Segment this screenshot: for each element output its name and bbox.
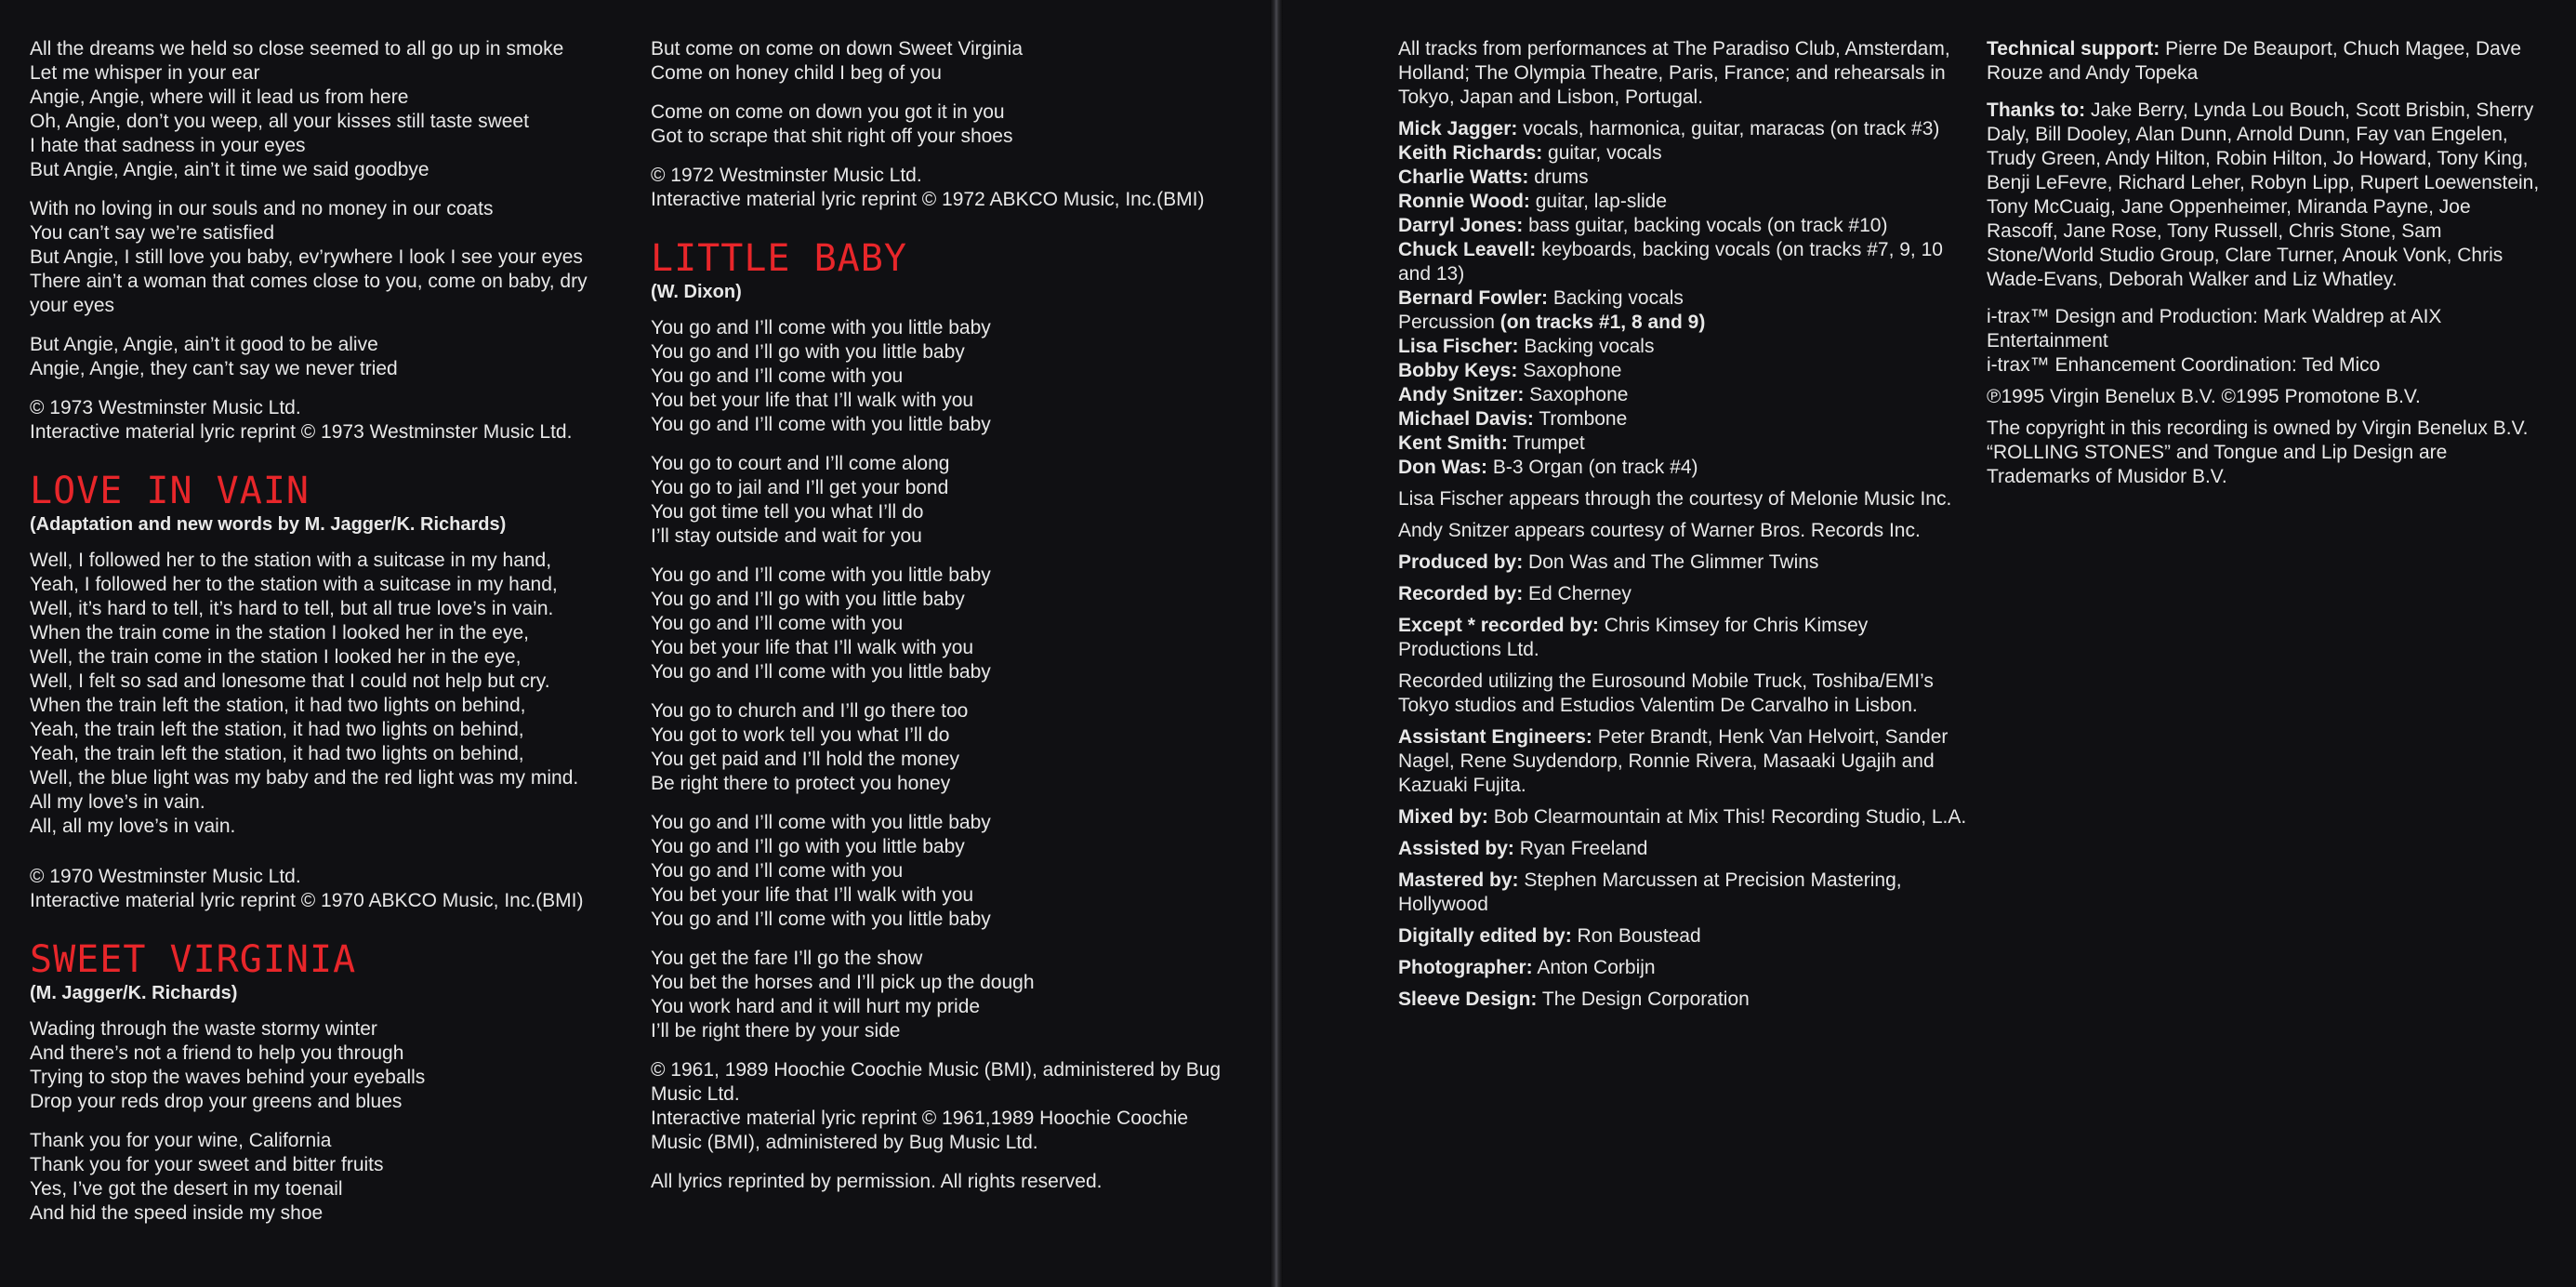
lyric-line: Angie, Angie, where will it lead us from here xyxy=(30,86,409,108)
lyric-line: Wading through the waste stormy winter xyxy=(30,1018,377,1040)
thanks-to xyxy=(1987,99,2544,292)
personnel-role: Backing vocals xyxy=(1518,336,1655,357)
lyric-line: Well, the train come in the station I looked her in the eye, xyxy=(30,646,522,668)
lyric-line: You go and I’ll come with you xyxy=(651,613,904,634)
credits-column xyxy=(1398,37,1975,1019)
personnel-row xyxy=(1398,190,1975,214)
personnel-name: Chuck Leavell: xyxy=(1398,239,1537,260)
credit-value: Don Was and The Glimmer Twins xyxy=(1523,551,1819,573)
trademark-notice: The copyright in this recording is owned by Virgin Benelux B.V. “ROLLING STONES” and Tongue and Lip Design are Trademarks of Musidor B.V. xyxy=(1987,418,2529,487)
lyric-line: Oh, Angie, don’t you weep, all your kisses still taste sweet xyxy=(30,111,529,132)
lyric-line: You bet your life that I’ll walk with you xyxy=(651,884,974,906)
lyric-line: Yeah, the train left the station, it had two lights on behind, xyxy=(30,719,524,740)
lyric-line: Angie, Angie, they can’t say we never tried xyxy=(30,358,398,379)
love-in-vain-lyrics xyxy=(30,549,625,839)
credit-label: Digitally edited by: xyxy=(1398,925,1572,947)
lyric-line: But Angie, Angie, ain’t it good to be alive xyxy=(30,334,378,355)
thanks-column xyxy=(1987,37,2544,497)
phonographic-copyright: ℗1995 Virgin Benelux B.V. ©1995 Promotone B.V. xyxy=(1987,386,2421,407)
copyright-line: © 1961, 1989 Hoochie Coochie Music (BMI), administered by Bug xyxy=(651,1059,1222,1081)
credit-label: Sleeve Design: xyxy=(1398,988,1538,1010)
personnel-name: Bernard Fowler: xyxy=(1398,287,1549,309)
booklet-fold xyxy=(1270,0,1283,1287)
lyric-line: You go and I’ll come with you little baby xyxy=(651,414,991,435)
lyric-line: You work hard and it will hurt my pride xyxy=(651,996,981,1017)
lyric-line: You go to jail and I’ll get your bond xyxy=(651,477,949,498)
angie-stanza xyxy=(30,333,625,381)
lyric-line: Got to scrape that shit right off your shoes xyxy=(651,126,1013,147)
personnel-row xyxy=(1398,141,1975,166)
credit-label: Mastered by: xyxy=(1398,869,1519,891)
lyric-line: Thank you for your wine, California xyxy=(30,1130,332,1151)
lyric-line: You go to church and I’ll go there too xyxy=(651,700,969,722)
personnel-name: Don Was: xyxy=(1398,457,1488,478)
lyric-line: You bet your life that I’ll walk with you xyxy=(651,637,974,658)
personnel-name: Lisa Fischer: xyxy=(1398,336,1519,357)
personnel-row xyxy=(1398,117,1975,141)
little-baby-stanza xyxy=(651,564,1246,684)
lyric-line: I hate that sadness in your eyes xyxy=(30,135,306,156)
personnel-row xyxy=(1398,335,1975,359)
courtesy-note: Andy Snitzer appears courtesy of Warner Bros. Records Inc. xyxy=(1398,520,1921,541)
personnel-role: Saxophone xyxy=(1524,384,1629,405)
credit-label: Produced by: xyxy=(1398,551,1524,573)
lyric-line: Thank you for your sweet and bitter fruits xyxy=(30,1154,384,1175)
song-title-sweet-virginia: SWEET VIRGINIA xyxy=(30,938,357,981)
credit-label: Except * recorded by: xyxy=(1398,615,1599,636)
copyright-line: © 1973 Westminster Music Ltd. xyxy=(30,397,301,418)
sweet-virginia-stanza xyxy=(651,37,1246,86)
lyric-line: Come on honey child I beg of you xyxy=(651,62,942,84)
credit-label: Assistant Engineers: xyxy=(1398,726,1592,748)
lyric-line: You go and I’ll come with you little baby xyxy=(651,661,991,683)
lyric-line: You go and I’ll go with you little baby xyxy=(651,836,965,857)
lyric-line: Trying to stop the waves behind your eyeballs xyxy=(30,1067,426,1088)
credit-value: Bob Clearmountain at Mix This! Recording Studio, L.A. xyxy=(1487,806,1967,828)
personnel-name: Mick Jagger: xyxy=(1398,118,1518,139)
little-baby-stanza xyxy=(651,811,1246,932)
personnel-name: Darryl Jones: xyxy=(1398,215,1524,236)
credit-value: Pierre De Beauport, Chuch Magee, Dave Rouze and Andy Topeka xyxy=(1987,38,2522,84)
lyric-line: With no loving in our souls and no money in our coats xyxy=(30,198,494,219)
song-credit: (Adaptation and new words by M. Jagger/K. Richards) xyxy=(30,514,507,535)
lyric-line: You go to court and I’ll come along xyxy=(651,453,950,474)
credit-value: Chris Kimsey for Chris Kimsey Productions Ltd. xyxy=(1398,615,1869,660)
personnel-row xyxy=(1398,214,1975,238)
little-baby-stanza xyxy=(651,947,1246,1043)
lyric-line: Yes, I’ve got the desert in my toenail xyxy=(30,1178,343,1200)
lyric-line: All my love’s in vain. xyxy=(30,791,205,813)
lyric-line: I’ll be right there by your side xyxy=(651,1020,901,1042)
lyric-line: Drop your reds drop your greens and blues xyxy=(30,1091,403,1112)
credit-value: Jake Berry, Lynda Lou Bouch, Scott Brisbin, Sherry Daly, Bill Dooley, Alan Dunn, Arnold Dunn, Fay van Engelen, Trudy Green, Andy Hilton, Robin Hilton, Jo Howard, Tony King, Benji LeFevre, Richard Leher, Robyn Lipp, Rupert Loewenstein, Tony McCuaig, Jane Oppenheimer, Miranda Payne, Joe Rascoff, Jane Rose, Tony Russell, Chris Stone, Sam Stone/World Studio Group, Clare Turner, Anouk Vonk, Chris Wade-Evans, Deborah Walker and Liz Whatley. xyxy=(1987,100,2540,290)
personnel-name: Ronnie Wood: xyxy=(1398,191,1530,212)
personnel-name: Michael Davis: xyxy=(1398,408,1534,430)
lyric-line: And hid the speed inside my shoe xyxy=(30,1202,324,1224)
copyright-line: © 1972 Westminster Music Ltd. xyxy=(651,165,922,186)
lyric-line: You go and I’ll come with you little baby xyxy=(651,812,991,833)
credit-label: Recorded by: xyxy=(1398,583,1524,604)
copyright-line: Music Ltd. xyxy=(651,1083,740,1105)
credit-item xyxy=(1398,869,1975,917)
credit-item xyxy=(1398,837,1975,861)
permission-note: All lyrics reprinted by permission. All rights reserved. xyxy=(651,1171,1103,1192)
lyric-line: Yeah, I followed her to the station with a suitcase in my hand, xyxy=(30,574,558,595)
lyric-line: You go and I’ll go with you little baby xyxy=(651,589,965,610)
credit-value: Ron Boustead xyxy=(1571,925,1701,947)
lyric-line: All the dreams we held so close seemed to all go up in smoke xyxy=(30,38,564,60)
credit-item xyxy=(1398,614,1975,662)
lyric-line: You go and I’ll come with you xyxy=(651,860,904,882)
personnel-row xyxy=(1398,383,1975,407)
personnel-row xyxy=(1398,166,1975,190)
personnel-name: Keith Richards: xyxy=(1398,142,1543,164)
credit-item xyxy=(1398,551,1975,575)
little-baby-copyright xyxy=(651,1058,1246,1155)
personnel-row xyxy=(1398,431,1975,456)
credit-label: Mixed by: xyxy=(1398,806,1488,828)
lyric-line: Yeah, the train left the station, it had two lights on behind, xyxy=(30,743,524,764)
lyric-line: You bet the horses and I’ll pick up the dough xyxy=(651,972,1035,993)
copyright-line: © 1970 Westminster Music Ltd. xyxy=(30,866,301,887)
credit-label: Thanks to: xyxy=(1987,100,2086,121)
sweet-virginia-stanza xyxy=(30,1017,625,1114)
angie-stanza xyxy=(30,37,625,182)
tracks-info: All tracks from performances at The Paradiso Club, Amsterdam, Holland; The Olympia Theatre, Paris, France; and rehearsals in Tokyo, Japan and Lisbon, Portugal. xyxy=(1398,38,1950,108)
credit-item xyxy=(1398,805,1975,829)
lyric-line: You go and I’ll come with you xyxy=(651,365,904,387)
credit-item xyxy=(1398,725,1975,798)
personnel-row xyxy=(1398,456,1975,480)
copyright-line: Interactive material lyric reprint © 1961,1989 Hoochie Coochie xyxy=(651,1108,1189,1129)
personnel-row xyxy=(1398,286,1975,311)
angie-stanza xyxy=(30,197,625,318)
little-baby-stanza xyxy=(651,452,1246,549)
credit-value: Ed Cherney xyxy=(1523,583,1631,604)
lyric-line: I’ll stay outside and wait for you xyxy=(651,525,922,547)
lyric-line: Well, the blue light was my baby and the red light was my mind. xyxy=(30,767,579,789)
personnel-role: B-3 Organ (on track #4) xyxy=(1487,457,1698,478)
lyric-line: But Angie, I still love you baby, ev’rywhere I look I see your eyes xyxy=(30,246,583,268)
technical-support xyxy=(1987,37,2544,86)
personnel-row xyxy=(1398,359,1975,383)
personnel-role: drums xyxy=(1528,166,1589,188)
lyric-line: You get the fare I’ll go the show xyxy=(651,948,923,969)
lyric-line: But come on come on down Sweet Virginia xyxy=(651,38,1024,60)
credit-item xyxy=(1398,670,1975,718)
personnel-list xyxy=(1398,117,1975,480)
personnel-name: Kent Smith: xyxy=(1398,432,1508,454)
credit-value: Stephen Marcussen at Precision Mastering, Hollywood xyxy=(1398,869,1902,915)
lyric-line: You go and I’ll come with you little baby xyxy=(651,909,991,930)
copyright-line: Interactive material lyric reprint © 1970 ABKCO Music, Inc.(BMI) xyxy=(30,890,584,911)
sweet-virginia-copyright xyxy=(651,164,1246,212)
little-baby-stanza xyxy=(651,699,1246,796)
lyric-line: You go and I’ll go with you little baby xyxy=(651,341,965,363)
lyric-line: Well, it’s hard to tell, it’s hard to tell, but all true love’s in vain. xyxy=(30,598,554,619)
lyric-line: But Angie, Angie, ain’t it time we said goodbye xyxy=(30,159,429,180)
personnel-row xyxy=(1398,238,1975,286)
lyric-line: You go and I’ll come with you little baby xyxy=(651,317,991,338)
personnel-name: Charlie Watts: xyxy=(1398,166,1529,188)
personnel-role: (on tracks #1, 8 and 9) xyxy=(1494,312,1706,333)
lyric-line: Come on come on down you got it in you xyxy=(651,101,1005,123)
itrax-credit: i-trax™ Design and Production: Mark Waldrep at AIX Entertainment xyxy=(1987,306,2442,352)
copyright-line: Music (BMI), administered by Bug Music Ltd. xyxy=(651,1132,1038,1153)
lyric-line: All, all my love’s in vain. xyxy=(30,816,236,837)
credit-value: The Design Corporation xyxy=(1537,988,1750,1010)
personnel-role: vocals, harmonica, guitar, maracas (on track #3) xyxy=(1517,118,1940,139)
credit-label: Photographer: xyxy=(1398,957,1533,978)
angie-copyright xyxy=(30,396,625,444)
personnel-name: Bobby Keys: xyxy=(1398,360,1518,381)
courtesy-note: Lisa Fischer appears through the courtesy of Melonie Music Inc. xyxy=(1398,488,1952,510)
lyric-line: your eyes xyxy=(30,295,115,316)
copyright-line: Interactive material lyric reprint © 1972 ABKCO Music, Inc.(BMI) xyxy=(651,189,1205,210)
copyright-line: Interactive material lyric reprint © 1973 Westminster Music Ltd. xyxy=(30,421,573,443)
sweet-virginia-stanza xyxy=(30,1129,625,1226)
personnel-row xyxy=(1398,311,1975,335)
lyric-line: Be right there to protect you honey xyxy=(651,773,951,794)
credit-value: Ryan Freeland xyxy=(1513,838,1648,859)
itrax-coordination: i-trax™ Enhancement Coordination: Ted Mico xyxy=(1987,354,2381,376)
lyrics-column-2 xyxy=(651,37,1246,1194)
song-credit: (M. Jagger/K. Richards) xyxy=(30,983,238,1003)
personnel-role: guitar, vocals xyxy=(1542,142,1662,164)
lyric-line: You go and I’ll come with you little baby xyxy=(651,564,991,586)
credit-value: Peter Brandt, Henk Van Helvoirt, Sander Nagel, Rene Suydendorp, Ronnie Rivera, Masaaki Ugajih and Kazuaki Fujita. xyxy=(1398,726,1949,796)
lyric-line: You get paid and I’ll hold the money xyxy=(651,749,959,770)
personnel-role: Trumpet xyxy=(1507,432,1585,454)
lyric-line: You bet your life that I’ll walk with you xyxy=(651,390,974,411)
credit-label: Technical support: xyxy=(1987,38,2160,60)
personnel-name: Percussion xyxy=(1398,312,1495,333)
love-in-vain-copyright xyxy=(30,865,625,913)
little-baby-stanza xyxy=(651,316,1246,437)
lyric-line: You got to work tell you what I’ll do xyxy=(651,724,950,746)
lyric-line: You got time tell you what I’ll do xyxy=(651,501,924,523)
song-title-love-in-vain: LOVE IN VAIN xyxy=(30,470,310,512)
personnel-name: Andy Snitzer: xyxy=(1398,384,1525,405)
lyric-line: When the train left the station, it had two lights on behind, xyxy=(30,695,526,716)
personnel-role: bass guitar, backing vocals (on track #10) xyxy=(1523,215,1888,236)
personnel-role: Backing vocals xyxy=(1548,287,1684,309)
credit-value: Anton Corbijn xyxy=(1532,957,1656,978)
sweet-virginia-stanza xyxy=(651,100,1246,149)
lyric-line: When the train come in the station I looked her in the eye, xyxy=(30,622,529,644)
credit-item xyxy=(1398,956,1975,980)
personnel-role: Saxophone xyxy=(1517,360,1622,381)
credit-item xyxy=(1398,924,1975,949)
lyric-line: And there’s not a friend to help you through xyxy=(30,1042,404,1064)
song-title-little-baby: LITTLE BABY xyxy=(651,237,907,280)
credit-label: Assisted by: xyxy=(1398,838,1514,859)
personnel-role: guitar, lap-slide xyxy=(1529,191,1668,212)
credit-item xyxy=(1398,582,1975,606)
personnel-row xyxy=(1398,407,1975,431)
lyrics-column-1 xyxy=(30,37,625,1241)
lyric-line: There ain’t a woman that comes close to you, come on baby, dry xyxy=(30,271,588,292)
credit-item xyxy=(1398,988,1975,1012)
credit-value: Recorded utilizing the Eurosound Mobile Truck, Toshiba/EMI’s Tokyo studios and Estudios Valentim De Carvalho in Lisbon. xyxy=(1398,670,1934,716)
lyric-line: You can’t say we’re satisfied xyxy=(30,222,275,244)
personnel-role: keyboards, backing vocals (on tracks #7, 9, 10 and 13) xyxy=(1398,239,1943,285)
song-credit: (W. Dixon) xyxy=(651,282,742,302)
lyric-line: Well, I felt so sad and lonesome that I could not help but cry. xyxy=(30,670,550,692)
lyric-line: Let me whisper in your ear xyxy=(30,62,260,84)
personnel-role: Trombone xyxy=(1533,408,1628,430)
lyric-line: Well, I followed her to the station with a suitcase in my hand, xyxy=(30,550,552,571)
